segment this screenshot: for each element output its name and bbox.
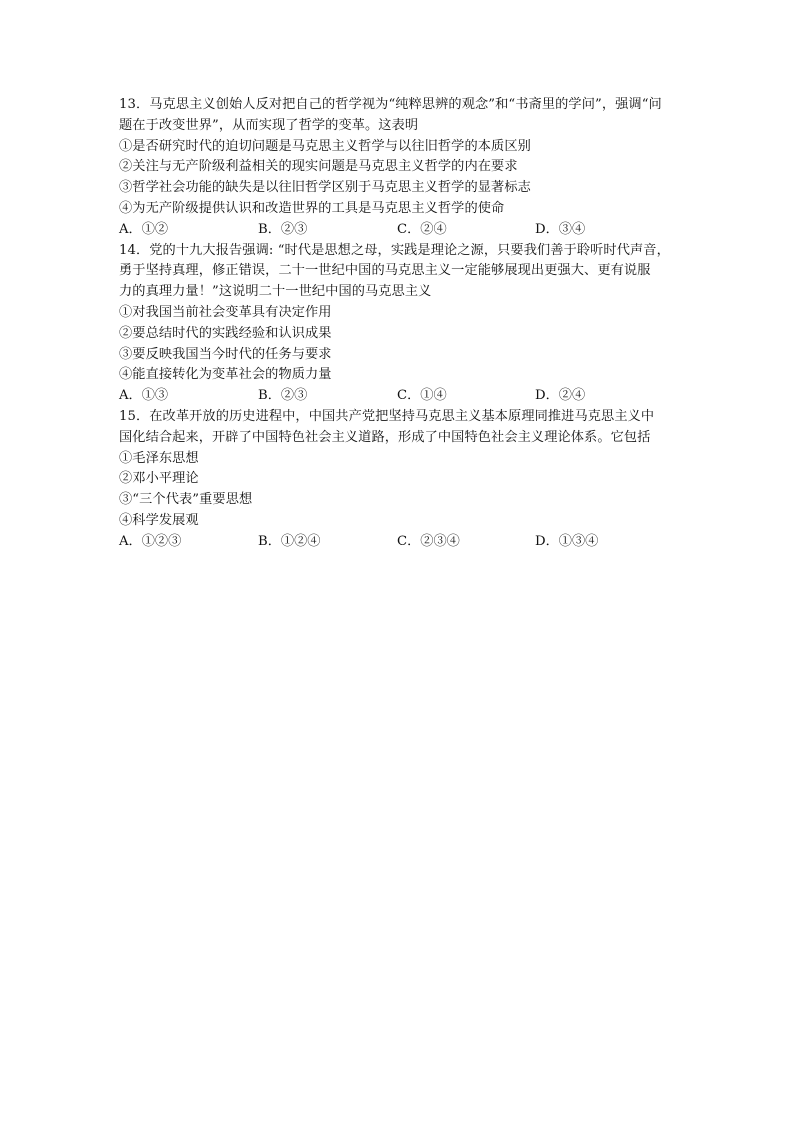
option-a[interactable]: A．①②: [119, 221, 169, 237]
statement-4: ④能直接转化为变革社会的物质力量: [119, 367, 332, 383]
question-15: [119, 407, 679, 553]
option-a[interactable]: A．①②③: [119, 533, 182, 549]
answer-options: [119, 386, 679, 407]
statement-3: ③哲学社会功能的缺失是以往旧哲学区别于马克思主义哲学的显著标志: [119, 180, 531, 196]
answer-options: [119, 220, 679, 241]
option-c[interactable]: C．①④: [397, 388, 447, 404]
exam-page: [119, 95, 679, 553]
answer-options: [119, 532, 679, 553]
statement-2: ②要总结时代的实践经验和认识成果: [119, 325, 332, 341]
statement-2: ②关注与无产阶级利益相关的现实问题是马克思主义哲学的内在要求: [119, 159, 518, 175]
option-a[interactable]: A．①③: [119, 388, 169, 404]
statement-4: ④为无产阶级提供认识和改造世界的工具是马克思主义哲学的使命: [119, 200, 505, 216]
question-stem-line: 13．马克思主义创始人反对把自己的哲学视为“纯粹思辨的观念”和“书斋里的学问”，强调“问: [119, 97, 662, 112]
option-d[interactable]: D．②④: [535, 388, 586, 404]
question-stem-line: 力的真理力量！”这说明二十一世纪中国的马克思主义: [119, 284, 432, 300]
statement-1: ①对我国当前社会变革具有决定作用: [119, 304, 332, 320]
statement-1: ①是否研究时代的迫切问题是马克思主义哲学与以往旧哲学的本质区别: [119, 138, 531, 154]
statement-3: ③“三个代表”重要思想: [119, 492, 253, 508]
question-13: [119, 95, 679, 241]
statement-1: ①毛泽东思想: [119, 450, 199, 466]
option-b[interactable]: B．①②④: [258, 533, 321, 549]
question-stem-line: 勇于坚持真理，修正错误，二十一世纪中国的马克思主义一定能够展现出更强大、更有说服: [119, 263, 651, 279]
option-d[interactable]: D．①③④: [535, 533, 599, 549]
statement-3: ③要反映我国当今时代的任务与要求: [119, 346, 332, 362]
option-c[interactable]: C．②③④: [397, 533, 460, 549]
option-b[interactable]: B．②③: [258, 388, 308, 404]
question-stem-line: 14．党的十九大报告强调: “时代是思想之母，实践是理论之源，只要我们善于聆听时代声音，: [119, 242, 670, 258]
option-b[interactable]: B．②③: [258, 221, 308, 237]
question-stem-line: 15．在改革开放的历史进程中，中国共产党把坚持马克思主义基本原理同推进马克思主义中: [119, 408, 655, 424]
question-14: [119, 241, 679, 407]
option-c[interactable]: C．②④: [397, 221, 447, 237]
question-stem-line: 国化结合起来，开辟了中国特色社会主义道路，形成了中国特色社会主义理论体系。它包括: [119, 429, 651, 445]
statement-4: ④科学发展观: [119, 512, 199, 528]
question-stem-line: 题在于改变世界”，从而实现了哲学的变革。这表明: [119, 117, 419, 133]
option-d[interactable]: D．③④: [535, 221, 586, 237]
statement-2: ②邓小平理论: [119, 471, 199, 487]
